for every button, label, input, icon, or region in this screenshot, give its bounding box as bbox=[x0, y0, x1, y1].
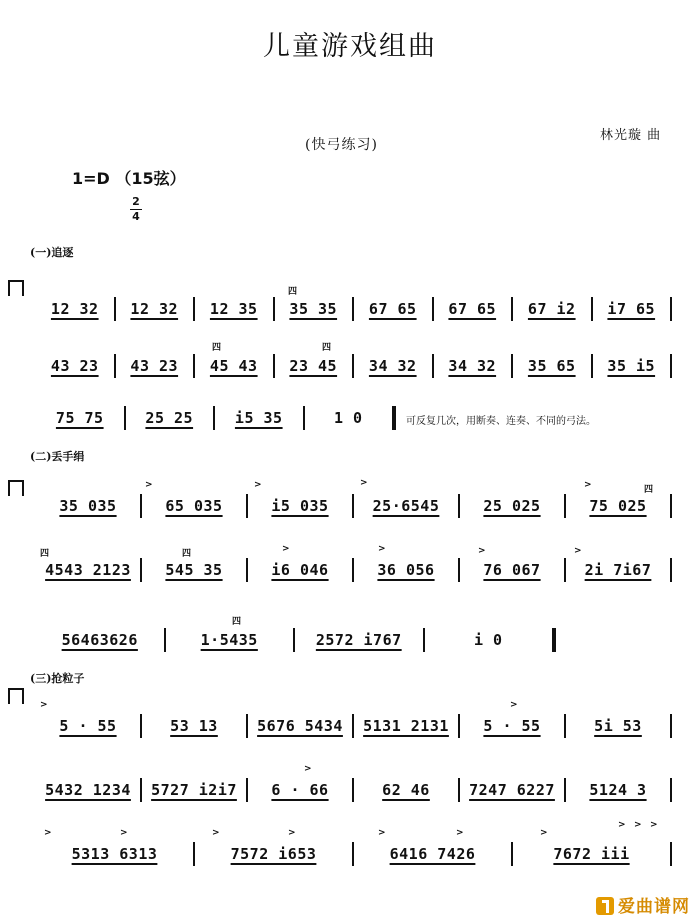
measure: 56463626 bbox=[61, 631, 138, 649]
time-signature-top: 2 bbox=[132, 195, 140, 208]
accent-marker: > bbox=[618, 820, 626, 830]
measure: 34 32 bbox=[448, 357, 497, 375]
string-marker: 四 bbox=[212, 343, 222, 353]
performance-note: 可反复几次，用断奏、连奏、不同的弓法。 bbox=[406, 416, 596, 427]
accent-marker: > bbox=[650, 820, 658, 830]
measure: i 0 bbox=[473, 631, 503, 649]
site-watermark bbox=[596, 892, 690, 917]
measure: 12 32 bbox=[50, 300, 99, 318]
string-marker: 四 bbox=[40, 549, 50, 559]
measure: 12 32 bbox=[130, 300, 179, 318]
accent-marker: > bbox=[456, 828, 464, 838]
barline bbox=[670, 778, 672, 802]
barline bbox=[670, 714, 672, 738]
measure: 4543 2123 bbox=[45, 561, 131, 579]
measure: 36 056 bbox=[377, 561, 435, 579]
score-row bbox=[36, 840, 672, 868]
measure: 7572 i653 bbox=[230, 845, 317, 863]
score-row bbox=[36, 295, 672, 323]
measure: 25·6545 bbox=[372, 497, 440, 515]
measure: 67 i2 bbox=[527, 300, 576, 318]
accent-marker: > bbox=[540, 828, 548, 838]
accent-marker: > bbox=[40, 700, 48, 710]
score-row bbox=[36, 776, 672, 804]
measure: 25 025 bbox=[483, 497, 541, 515]
accent-marker: > bbox=[478, 546, 486, 556]
accent-marker: > bbox=[360, 478, 368, 488]
page-title: 儿童游戏组曲 bbox=[263, 31, 437, 62]
measure: 7247 6227 bbox=[469, 781, 555, 799]
accent-marker: > bbox=[510, 700, 518, 710]
measure: i5 35 bbox=[234, 409, 283, 427]
accent-marker: > bbox=[378, 828, 386, 838]
barline bbox=[670, 842, 672, 866]
measure: 5432 1234 bbox=[45, 781, 131, 799]
measure: 62 46 bbox=[382, 781, 430, 799]
measure: 6416 7426 bbox=[389, 845, 476, 863]
measure: 75 75 bbox=[55, 409, 104, 427]
measure: i5 035 bbox=[271, 497, 329, 515]
composer: 林光璇 曲 bbox=[600, 128, 662, 143]
accent-marker: > bbox=[634, 820, 642, 830]
string-marker: 四 bbox=[644, 485, 654, 495]
measure: 76 067 bbox=[483, 561, 541, 579]
score-row bbox=[36, 492, 672, 520]
score-row bbox=[36, 352, 672, 380]
string-marker: 四 bbox=[182, 549, 192, 559]
measure: 53 13 bbox=[170, 717, 218, 735]
score-row bbox=[36, 712, 672, 740]
measure: i7 65 bbox=[607, 300, 656, 318]
measure: 2572 i767 bbox=[315, 631, 402, 649]
barline bbox=[670, 354, 672, 378]
accent-marker: > bbox=[574, 546, 582, 556]
measure: 5124 3 bbox=[589, 781, 647, 799]
measure: 7672 iii bbox=[553, 845, 630, 863]
measure: 34 32 bbox=[368, 357, 417, 375]
accent-marker: > bbox=[44, 828, 52, 838]
measure: 1 0 bbox=[333, 409, 363, 427]
time-signature bbox=[130, 196, 142, 223]
measure: 5131 2131 bbox=[363, 717, 449, 735]
accent-marker: > bbox=[378, 544, 386, 554]
measure: 5676 5434 bbox=[257, 717, 343, 735]
measure: 75 025 bbox=[589, 497, 647, 515]
watermark-text: 爱曲谱网 bbox=[618, 897, 690, 917]
accent-marker: > bbox=[212, 828, 220, 838]
measure: 35 i5 bbox=[607, 357, 656, 375]
string-marker: 四 bbox=[232, 617, 242, 627]
accent-marker: > bbox=[584, 480, 592, 490]
subtitle: (快弓练习) bbox=[305, 137, 378, 153]
accent-marker: > bbox=[120, 828, 128, 838]
section-heading: (二)丢手绢 bbox=[30, 450, 85, 463]
measure: 35 35 bbox=[289, 300, 338, 318]
section-heading: (一)追逐 bbox=[30, 246, 74, 259]
accent-marker: > bbox=[304, 764, 312, 774]
measure: 5727 i2i7 bbox=[151, 781, 237, 799]
measure: 43 23 bbox=[130, 357, 179, 375]
time-signature-bottom: 4 bbox=[132, 210, 140, 223]
accent-marker: > bbox=[282, 544, 290, 554]
measure: 2i 7i67 bbox=[584, 561, 652, 579]
score-row bbox=[36, 404, 396, 432]
score-row bbox=[36, 556, 672, 584]
repeat-barline bbox=[392, 406, 396, 430]
measure: 65 035 bbox=[165, 497, 223, 515]
barline bbox=[670, 494, 672, 518]
measure: 5i 53 bbox=[594, 717, 642, 735]
down-bow-icon bbox=[8, 688, 24, 704]
score-row bbox=[36, 626, 556, 654]
down-bow-icon bbox=[8, 480, 24, 496]
barline bbox=[670, 297, 672, 321]
measure: 5 · 55 bbox=[59, 717, 117, 735]
string-marker: 四 bbox=[322, 343, 332, 353]
measure: 5313 6313 bbox=[71, 845, 158, 863]
accent-marker: > bbox=[254, 480, 262, 490]
measure: 45 43 bbox=[209, 357, 258, 375]
accent-marker: > bbox=[288, 828, 296, 838]
measure: 6 · 66 bbox=[271, 781, 329, 799]
measure: 67 65 bbox=[448, 300, 497, 318]
key-signature: 1=D （15弦） bbox=[72, 169, 186, 188]
accent-marker: > bbox=[145, 480, 153, 490]
measure: 545 35 bbox=[165, 561, 223, 579]
measure: 43 23 bbox=[50, 357, 99, 375]
measure: 67 65 bbox=[368, 300, 417, 318]
measure: 23 45 bbox=[289, 357, 338, 375]
measure: i6 046 bbox=[271, 561, 329, 579]
measure: 25 25 bbox=[145, 409, 194, 427]
measure: 35 65 bbox=[527, 357, 576, 375]
down-bow-icon bbox=[8, 280, 24, 296]
measure: 5 · 55 bbox=[483, 717, 541, 735]
measure: 35 035 bbox=[59, 497, 117, 515]
music-note-icon bbox=[596, 897, 614, 915]
barline bbox=[670, 558, 672, 582]
section-heading: (三)抢粒子 bbox=[30, 672, 85, 685]
string-marker: 四 bbox=[288, 287, 298, 297]
measure: 12 35 bbox=[209, 300, 258, 318]
measure: 1·5435 bbox=[200, 631, 258, 649]
final-barline bbox=[552, 628, 556, 652]
